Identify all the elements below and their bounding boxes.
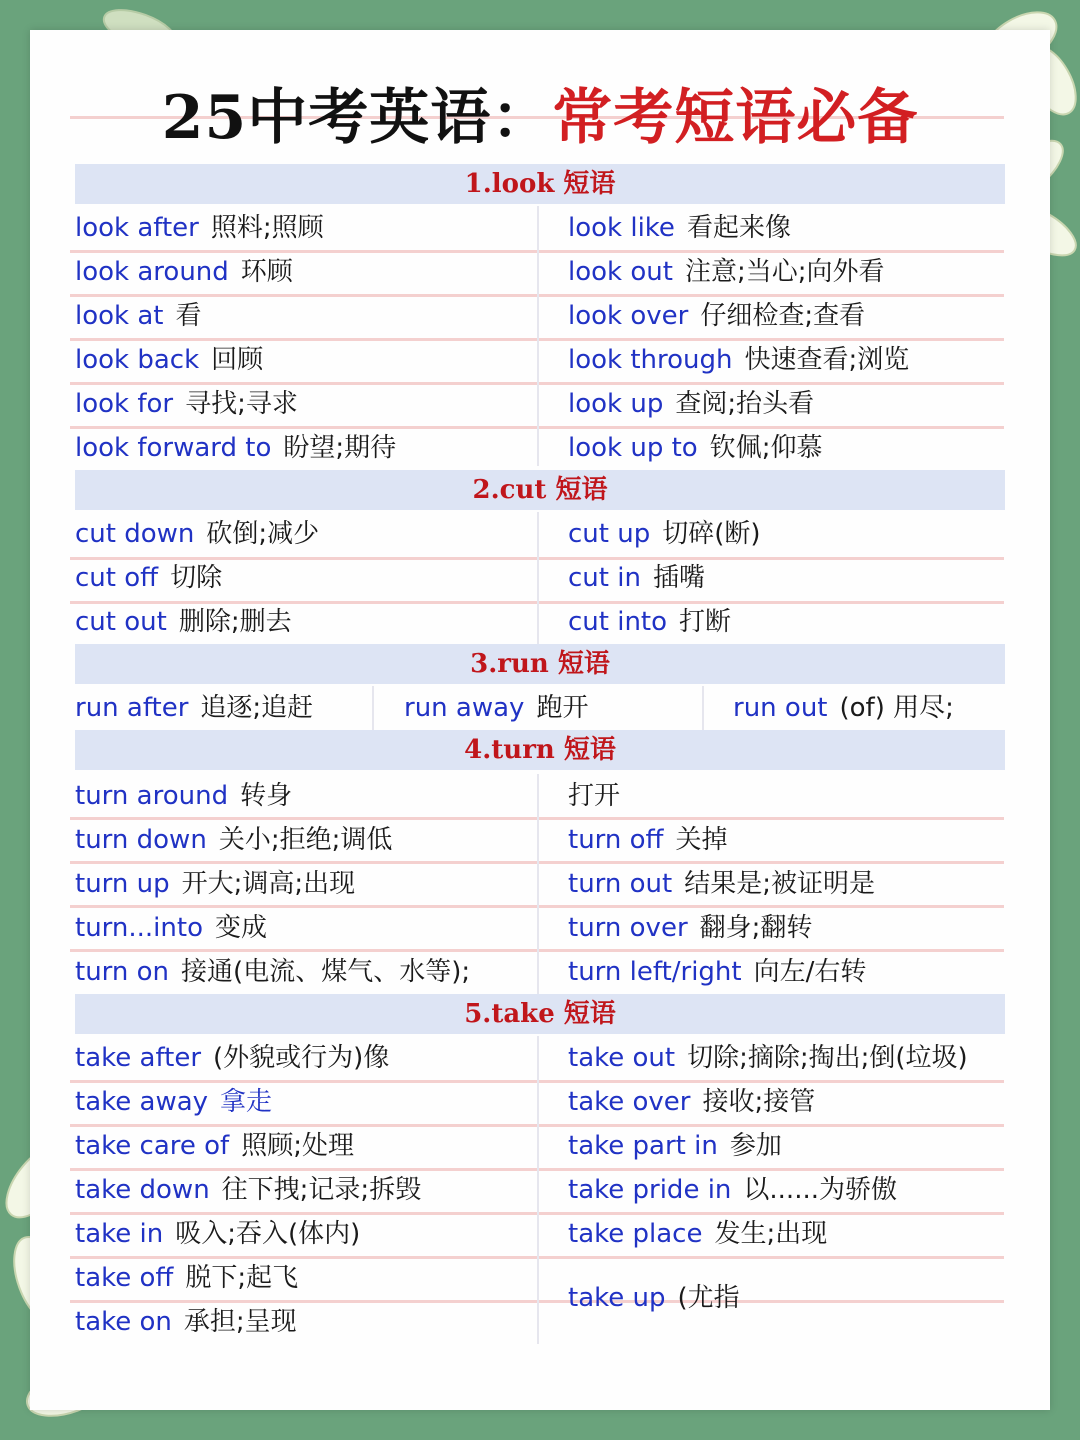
phrase-zh: 砍倒;减少 (206, 519, 320, 549)
phrase-zh: 发生;出现 (714, 1219, 828, 1249)
phrase-zh: 转身 (240, 781, 293, 811)
phrase-en: run after (75, 693, 189, 723)
phrase-en: take on (75, 1307, 172, 1337)
list-item (75, 338, 263, 382)
phrase-en: run away (404, 693, 525, 723)
list-item (568, 206, 791, 250)
list-item (75, 862, 355, 906)
phrase-zh: 关掉 (675, 825, 728, 855)
phrase-en: look over (568, 301, 689, 331)
list-item (568, 906, 812, 950)
section-header-run: 3.run 短语 (75, 644, 1005, 684)
phrase-en: turn up (75, 869, 170, 899)
phrase-zh: 打开 (568, 781, 621, 811)
list-item (568, 862, 875, 906)
list-item (75, 556, 222, 600)
phrase-en: turn around (75, 781, 229, 811)
list-item (568, 1124, 782, 1168)
list-item (568, 338, 909, 382)
phrase-en: look up (568, 389, 664, 419)
phrase-en: run out (733, 693, 828, 723)
column-divider (537, 1036, 539, 1344)
phrase-zh: 参加 (729, 1131, 782, 1161)
phrase-en: cut out (75, 607, 167, 637)
phrase-zh: 关小;拒绝;调低 (218, 825, 393, 855)
phrase-zh: 钦佩;仰慕 (709, 433, 823, 463)
phrase-zh: 脱下;起飞 (185, 1263, 299, 1293)
phrase-zh: 翻身;翻转 (699, 913, 813, 943)
phrase-zh: 打断 (679, 607, 732, 637)
list-item (75, 1080, 272, 1124)
list-item (75, 1256, 298, 1300)
phrase-en: look through (568, 345, 733, 375)
phrase-en: cut up (568, 519, 651, 549)
phrase-en: turn down (75, 825, 207, 855)
list-item (75, 206, 324, 250)
phrase-zh: 盼望;期待 (283, 433, 397, 463)
list-item (568, 426, 822, 470)
phrase-en: take after (75, 1043, 202, 1073)
column-divider (537, 512, 539, 644)
list-item (568, 512, 761, 556)
section-header-turn: 4.turn 短语 (75, 730, 1005, 770)
phrase-zh: 接通(电流、煤气、水等); (181, 957, 471, 987)
phrase-en: look forward to (75, 433, 272, 463)
phrase-zh: 跑开 (536, 693, 589, 723)
list-item (568, 250, 884, 294)
list-item (568, 294, 865, 338)
phrase-zh: 切碎(断) (662, 519, 761, 549)
title-black-part: 25中考英语： (161, 83, 553, 153)
phrase-zh: 注意;当心;向外看 (684, 257, 885, 287)
list-item (75, 1036, 389, 1080)
list-item (568, 1212, 827, 1256)
section-header-take: 5.take 短语 (75, 994, 1005, 1034)
phrase-en: take place (568, 1219, 703, 1249)
list-item (568, 950, 866, 994)
list-item (568, 818, 727, 862)
column-divider (702, 686, 704, 730)
list-item (75, 250, 293, 294)
phrase-zh: 结果是;被证明是 (684, 869, 875, 899)
phrase-zh: 向左/右转 (753, 957, 867, 987)
list-item (568, 1168, 897, 1212)
phrase-en: look after (75, 213, 199, 243)
page-title (0, 78, 1080, 158)
phrase-en: take over (568, 1087, 691, 1117)
phrase-en: look like (568, 213, 675, 243)
phrase-en: turn on (75, 957, 170, 987)
phrase-zh: 切除 (170, 563, 223, 593)
phrase-en: take care of (75, 1131, 230, 1161)
phrase-en: look up to (568, 433, 698, 463)
list-item (568, 774, 620, 818)
phrase-en: look for (75, 389, 174, 419)
section-header-cut: 2.cut 短语 (75, 470, 1005, 510)
phrase-zh: (of) 用尽; (839, 693, 954, 723)
phrase-en: cut into (568, 607, 668, 637)
phrase-en: turn left/right (568, 957, 742, 987)
list-item (404, 686, 588, 730)
phrase-zh: 查阅;抬头看 (675, 389, 815, 419)
phrase-en: take away (75, 1087, 209, 1117)
phrase-zh: 吸入;吞入(体内) (175, 1219, 361, 1249)
list-item (75, 426, 396, 470)
phrase-en: look out (568, 257, 673, 287)
phrase-zh: 变成 (214, 913, 267, 943)
list-item (75, 382, 298, 426)
list-item (75, 950, 470, 994)
phrase-zh: 看起来像 (686, 213, 791, 243)
phrase-en: cut in (568, 563, 641, 593)
title-red-part: 常考短语必备 (552, 83, 919, 153)
phrase-zh: 插嘴 (652, 563, 705, 593)
section-header-look: 1.look 短语 (75, 164, 1005, 204)
list-item (568, 1276, 740, 1320)
phrase-en: turn...into (75, 913, 203, 943)
phrase-en: look at (75, 301, 164, 331)
phrase-en: take up (568, 1283, 666, 1313)
phrase-en: take part in (568, 1131, 718, 1161)
phrase-zh: 以......为骄傲 (743, 1175, 897, 1205)
list-item (733, 686, 954, 730)
list-item (75, 1212, 360, 1256)
list-item (75, 818, 392, 862)
phrase-zh: 往下拽;记录;拆毁 (221, 1175, 422, 1205)
phrase-zh: 承担;呈现 (183, 1307, 297, 1337)
list-item (568, 556, 705, 600)
phrase-en: cut down (75, 519, 195, 549)
column-divider (537, 206, 539, 466)
phrase-en: take pride in (568, 1175, 732, 1205)
column-divider (372, 686, 374, 730)
phrase-en: look around (75, 257, 229, 287)
list-item (75, 1168, 421, 1212)
phrase-zh: (尤指 (677, 1283, 740, 1313)
list-item (75, 1300, 297, 1344)
list-item (568, 382, 814, 426)
phrase-zh: (外貌或行为)像 (213, 1043, 390, 1073)
phrase-en: take off (75, 1263, 174, 1293)
phrase-en: turn over (568, 913, 688, 943)
list-item (75, 600, 292, 644)
phrase-zh: 切除;摘除;掏出;倒(垃圾) (687, 1043, 968, 1073)
phrase-zh: 照顾;处理 (241, 1131, 354, 1161)
phrase-zh: 看 (175, 301, 202, 331)
phrase-zh: 快速查看;浏览 (744, 345, 910, 375)
phrase-en: take out (568, 1043, 676, 1073)
phrase-en: turn off (568, 825, 664, 855)
phrase-en: take in (75, 1219, 164, 1249)
list-item (75, 774, 292, 818)
column-divider (537, 774, 539, 994)
phrase-zh: 删除;删去 (178, 607, 292, 637)
phrase-zh: 仔细检查;查看 (700, 301, 866, 331)
list-item (568, 600, 731, 644)
list-item (75, 294, 202, 338)
phrase-en: take down (75, 1175, 210, 1205)
phrase-zh: 追逐;追赶 (200, 693, 314, 723)
list-item (75, 512, 319, 556)
phrase-zh: 拿走 (220, 1087, 273, 1117)
phrase-zh: 环顾 (240, 257, 293, 287)
phrase-zh: 回顾 (211, 345, 264, 375)
phrase-zh: 照料;照顾 (210, 213, 324, 243)
phrase-en: look back (75, 345, 200, 375)
list-item (75, 686, 313, 730)
phrase-zh: 开大;调高;出现 (181, 869, 356, 899)
list-item (75, 1124, 354, 1168)
list-item (568, 1036, 968, 1080)
phrase-en: cut off (75, 563, 159, 593)
phrase-zh: 寻找;寻求 (185, 389, 298, 419)
list-item (568, 1080, 815, 1124)
list-item (75, 906, 267, 950)
phrase-zh: 接收;接管 (702, 1087, 816, 1117)
phrase-en: turn out (568, 869, 673, 899)
